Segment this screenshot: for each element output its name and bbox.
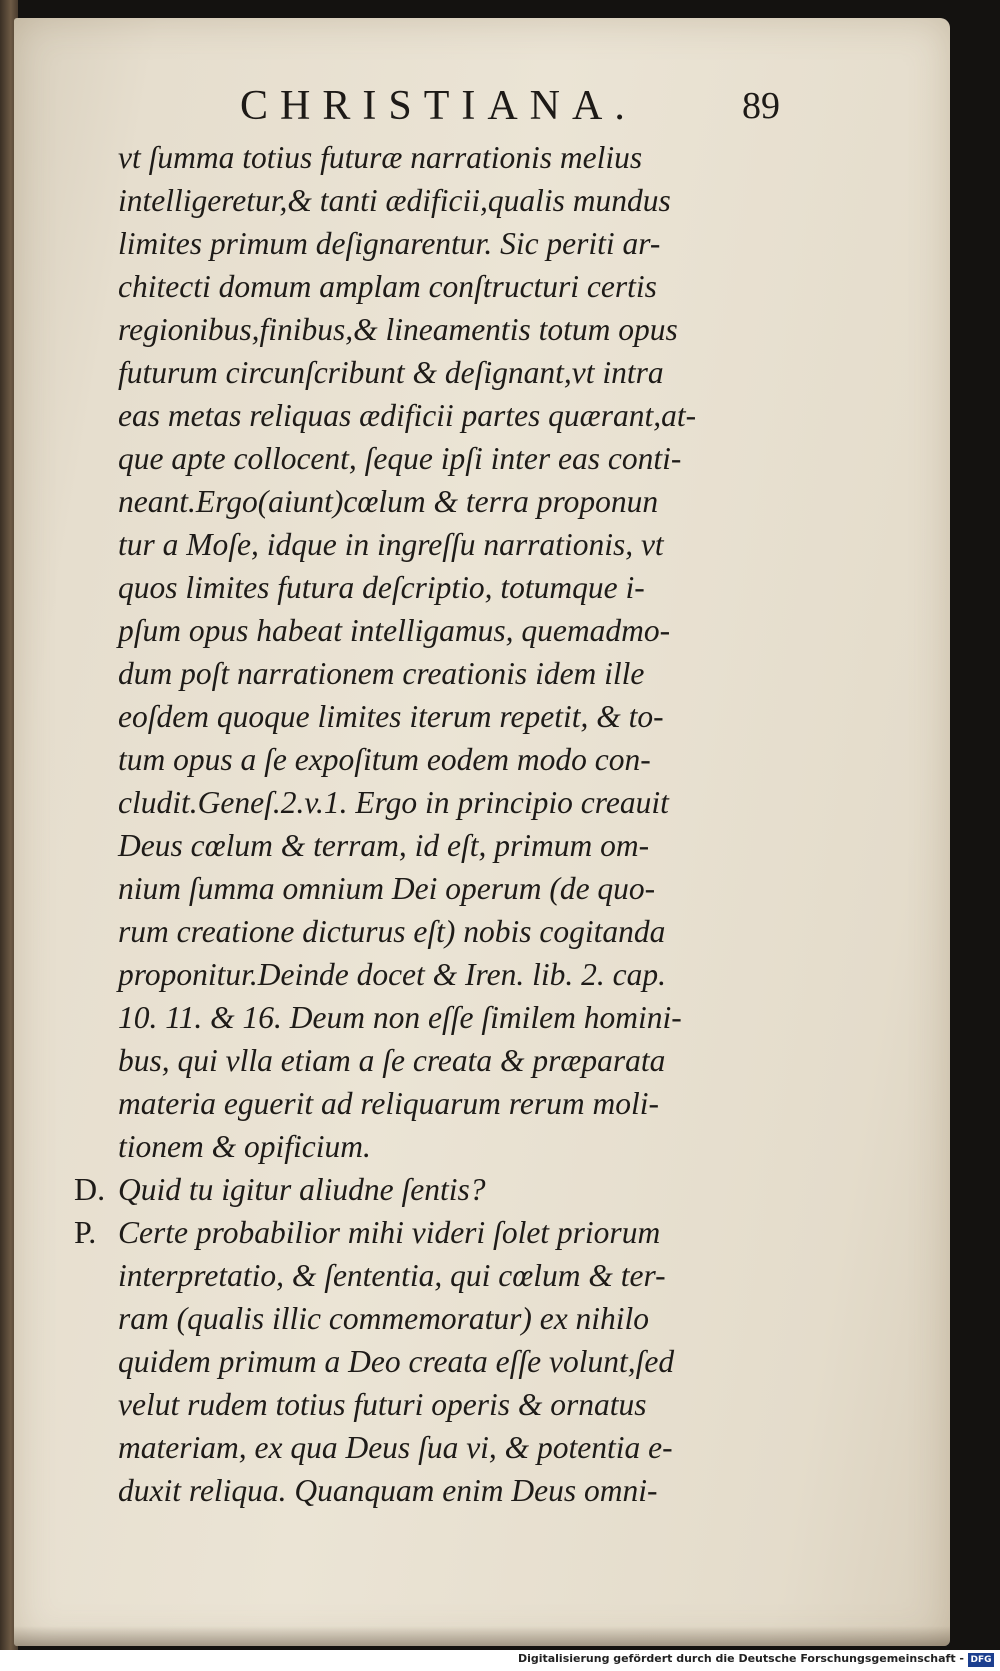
text-block: [74, 136, 794, 1512]
text-line: materiam, ex qua Deus ſua vi, & potentia e-: [118, 1430, 673, 1465]
text-line: proponitur.Deinde docet & Iren. lib. 2. cap.: [118, 957, 666, 992]
running-head: CHRISTIANA.: [240, 83, 637, 129]
text-line: Deus cœlum & terram, id eſt, primum om-: [118, 828, 650, 863]
text-line: quos limites futura deſcriptio, totumque i-: [118, 570, 645, 605]
text-line: cludit.Geneſ.2.v.1. Ergo in principio creauit: [118, 785, 669, 820]
text-line: intelligeretur,& tanti ædificii,qualis mundus: [118, 183, 671, 218]
text-line: duxit reliqua. Quanquam enim Deus omni-: [118, 1473, 658, 1508]
text-line: neant.Ergo(aiunt)cœlum & terra proponun: [118, 484, 659, 519]
text-line: pſum opus habeat intelligamus, quemadmo-: [118, 613, 671, 648]
text-line: dum poſt narrationem creationis idem ille: [118, 656, 645, 691]
text-line: velut rudem totius futuri operis & ornatus: [118, 1387, 647, 1422]
dialogue-line: [74, 1168, 794, 1211]
text-line: rum creatione dicturus eſt) nobis cogitanda: [118, 914, 666, 949]
text-line: vt ſumma totius futuræ narrationis melius: [118, 140, 643, 175]
text-line: eas metas reliquas ædificii partes quærant,at-: [118, 398, 697, 433]
text-line: limites primum deſignarentur. Sic periti ar-: [118, 226, 661, 261]
text-line: chitecti domum amplam conſtructuri certis: [118, 269, 657, 304]
dialogue-text: Quid tu igitur aliudne ſentis?: [118, 1172, 486, 1207]
speaker-marker: D.: [74, 1171, 106, 1207]
text-line: futurum circunſcribunt & deſignant,vt intra: [118, 355, 664, 390]
page-bottom-shadow: [14, 1626, 950, 1646]
text-line: materia eguerit ad reliquarum rerum moli-: [118, 1086, 659, 1121]
text-line: regionibus,finibus,& lineamentis totum opus: [118, 312, 678, 347]
text-line: ram (qualis illic commemoratur) ex nihilo: [118, 1301, 650, 1336]
text-line: quidem primum a Deo creata eſſe volunt,ſed: [118, 1344, 675, 1379]
text-line: eoſdem quoque limites iterum repetit, & to-: [118, 699, 664, 734]
text-line: tur a Moſe, idque in ingreſſu narrationis, vt: [118, 527, 664, 562]
text-line: interpretatio, & ſententia, qui cœlum & ter-: [118, 1258, 666, 1293]
text-line: que apte collocent, ſeque ipſi inter eas conti-: [118, 441, 682, 476]
dialogue-line: [74, 1211, 794, 1254]
page-number: 89: [742, 85, 780, 127]
text-line: bus, qui vlla etiam a ſe creata & præparata: [118, 1043, 666, 1078]
footer-credit: Digitalisierung gefördert durch die Deutsche Forschungsgemeinschaft -: [517, 1652, 964, 1665]
book-page: [14, 18, 950, 1646]
text-line: 10. 11. & 16. Deum non eſſe ſimilem homini-: [118, 1000, 682, 1035]
text-line: tum opus a ſe expoſitum eodem modo con-: [118, 742, 651, 777]
speaker-marker: P.: [74, 1214, 97, 1250]
digitization-footer: [0, 1650, 1000, 1671]
dialogue-text: Certe probabilior mihi videri ſolet priorum: [118, 1215, 661, 1250]
text-line: nium ſumma omnium Dei operum (de quo-: [118, 871, 656, 906]
text-line: tionem & opificium.: [118, 1129, 371, 1164]
dfg-logo: DFG: [968, 1653, 994, 1667]
